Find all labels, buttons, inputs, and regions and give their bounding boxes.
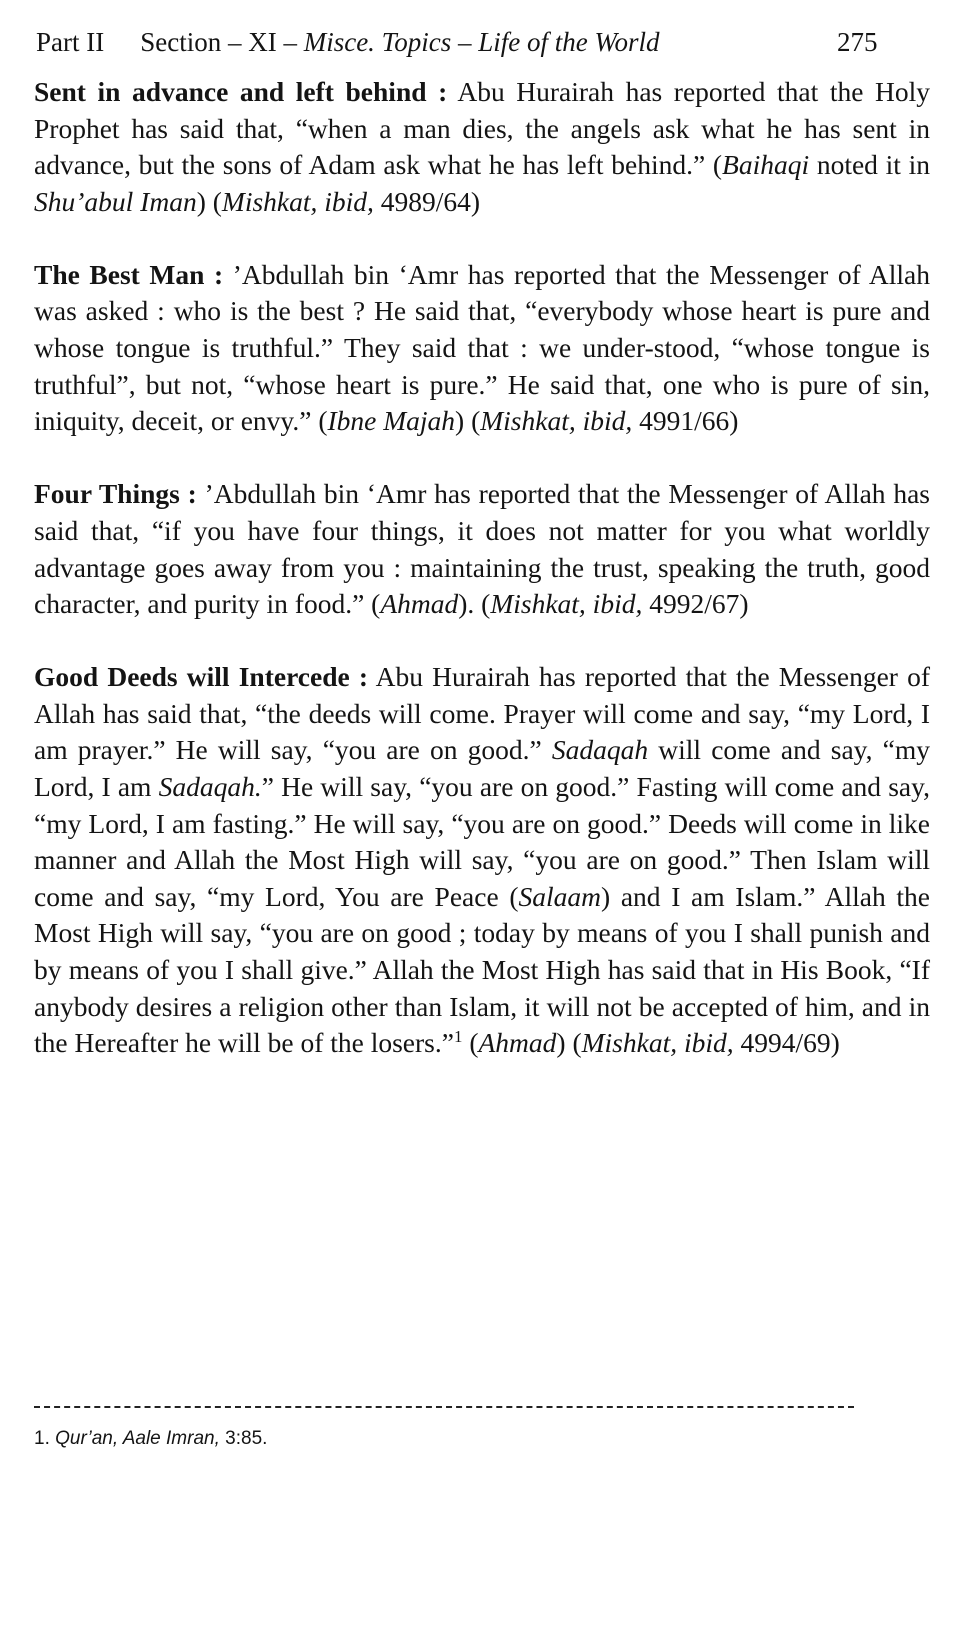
paragraph-text: will come and say, “my Lord, I am xyxy=(34,734,930,802)
footnote-separator xyxy=(34,1406,854,1408)
header-topic: Misce. Topics – Life of the World xyxy=(303,27,660,57)
footnote-source: Qur’an, Aale Imran, xyxy=(55,1428,220,1449)
source-name: Ibne Majah xyxy=(327,405,456,437)
footnote-marker: 1 xyxy=(453,1027,463,1046)
reference: Mishkat, ibid, xyxy=(221,185,374,217)
term: Sadaqah xyxy=(551,734,649,766)
paragraph-title: Four Things : xyxy=(34,478,197,510)
source-name: Ahmad xyxy=(478,1027,557,1059)
header-part: Part II xyxy=(36,27,105,57)
paragraph-text: ) ( xyxy=(455,405,481,437)
paragraph-title: Sent in advance and left behind : xyxy=(34,76,448,107)
reference: Mishkat, ibid, xyxy=(490,588,643,620)
paragraph-text: ) ( xyxy=(556,1027,582,1059)
source-name: Baihaqi xyxy=(722,149,810,181)
paragraph-text: noted it in xyxy=(809,149,930,181)
reference-number: 4989/64) xyxy=(373,185,481,217)
hadith-four-things xyxy=(34,476,930,622)
source-name: Shu’abul Iman xyxy=(34,185,197,217)
document-page xyxy=(34,22,931,1449)
reference: Mishkat, ibid, xyxy=(480,405,633,437)
paragraph-title: The Best Man : xyxy=(34,258,224,290)
header-section xyxy=(140,22,659,62)
paragraph-text: ’Abdullah bin ‘Amr has reported that the Messenger of Allah has said that, “if you have four things, it does not matter for you what worldly advantage goes away from you : maintaining the trust, speaking the truth, good character, and purity in food.” ( xyxy=(34,478,930,620)
hadith-sent-in-advance xyxy=(34,74,930,220)
paragraph-text: ) and I am Islam.” Allah the Most High will say, “you are on good ; today by means of you I shall punish and by means of you I shall give.” Allah the Most High has said that in His Book, “If anybody desires a religion other than Islam, it will not be accepted of him, and in the Hereafter he will be of the losers.” xyxy=(34,880,930,1059)
footnote-number: 1. xyxy=(34,1428,50,1449)
running-header xyxy=(36,22,930,62)
paragraph-text: ( xyxy=(462,1027,479,1059)
paragraph-text: ” He will say, “you are on good.” Fasting will come and say, “my Lord, I am fasting.” He will say, “you are on good.” Deeds will come in like manner and Allah the Most High will say, “you are on good.” Then Islam will come and say, “my Lord, You are Peace ( xyxy=(34,771,930,912)
term: Sadaqah. xyxy=(158,771,262,802)
paragraph-title: Good Deeds will Intercede : xyxy=(34,661,369,693)
hadith-best-man xyxy=(34,257,930,440)
reference: Mishkat, ibid, xyxy=(581,1027,734,1059)
main-content xyxy=(34,74,930,1062)
reference-number: 4991/66) xyxy=(632,405,739,437)
paragraph-text: ). ( xyxy=(458,588,491,620)
footnote xyxy=(34,1426,267,1452)
paragraph-text: Abu Hurairah has reported that the Messenger of Allah has said that, “the deeds will come. Prayer will come and say, “my Lord, I am prayer.” He will say, “you are on good.” xyxy=(34,661,931,766)
header-section-label: Section – XI – xyxy=(140,27,297,57)
term: Salaam xyxy=(518,880,601,912)
reference-number: 4994/69) xyxy=(733,1027,840,1059)
hadith-good-deeds xyxy=(34,659,930,1062)
footnote-verse: 3:85. xyxy=(219,1428,268,1449)
paragraph-text: ) ( xyxy=(196,185,222,217)
paragraph-text: Abu Hurairah has reported that the Holy Prophet has said that, “when a man dies, the angels ask what he has sent in advance, but the sons of Adam ask what he has left behind.” ( xyxy=(34,76,930,181)
page-number: 275 xyxy=(837,27,878,57)
source-name: Ahmad xyxy=(380,588,459,620)
paragraph-text: ’Abdullah bin ‘Amr has reported that the Messenger of Allah was asked : who is the best ? He said that, “everybody whose heart is pure and whose tongue is truthful.” They said that : we under-stood, “whose tongue is truthful”, but not, “whose heart is pure.” He said that, one who is pure of sin, iniquity, deceit, or envy.” ( xyxy=(34,258,930,437)
reference-number: 4992/67) xyxy=(642,588,749,620)
